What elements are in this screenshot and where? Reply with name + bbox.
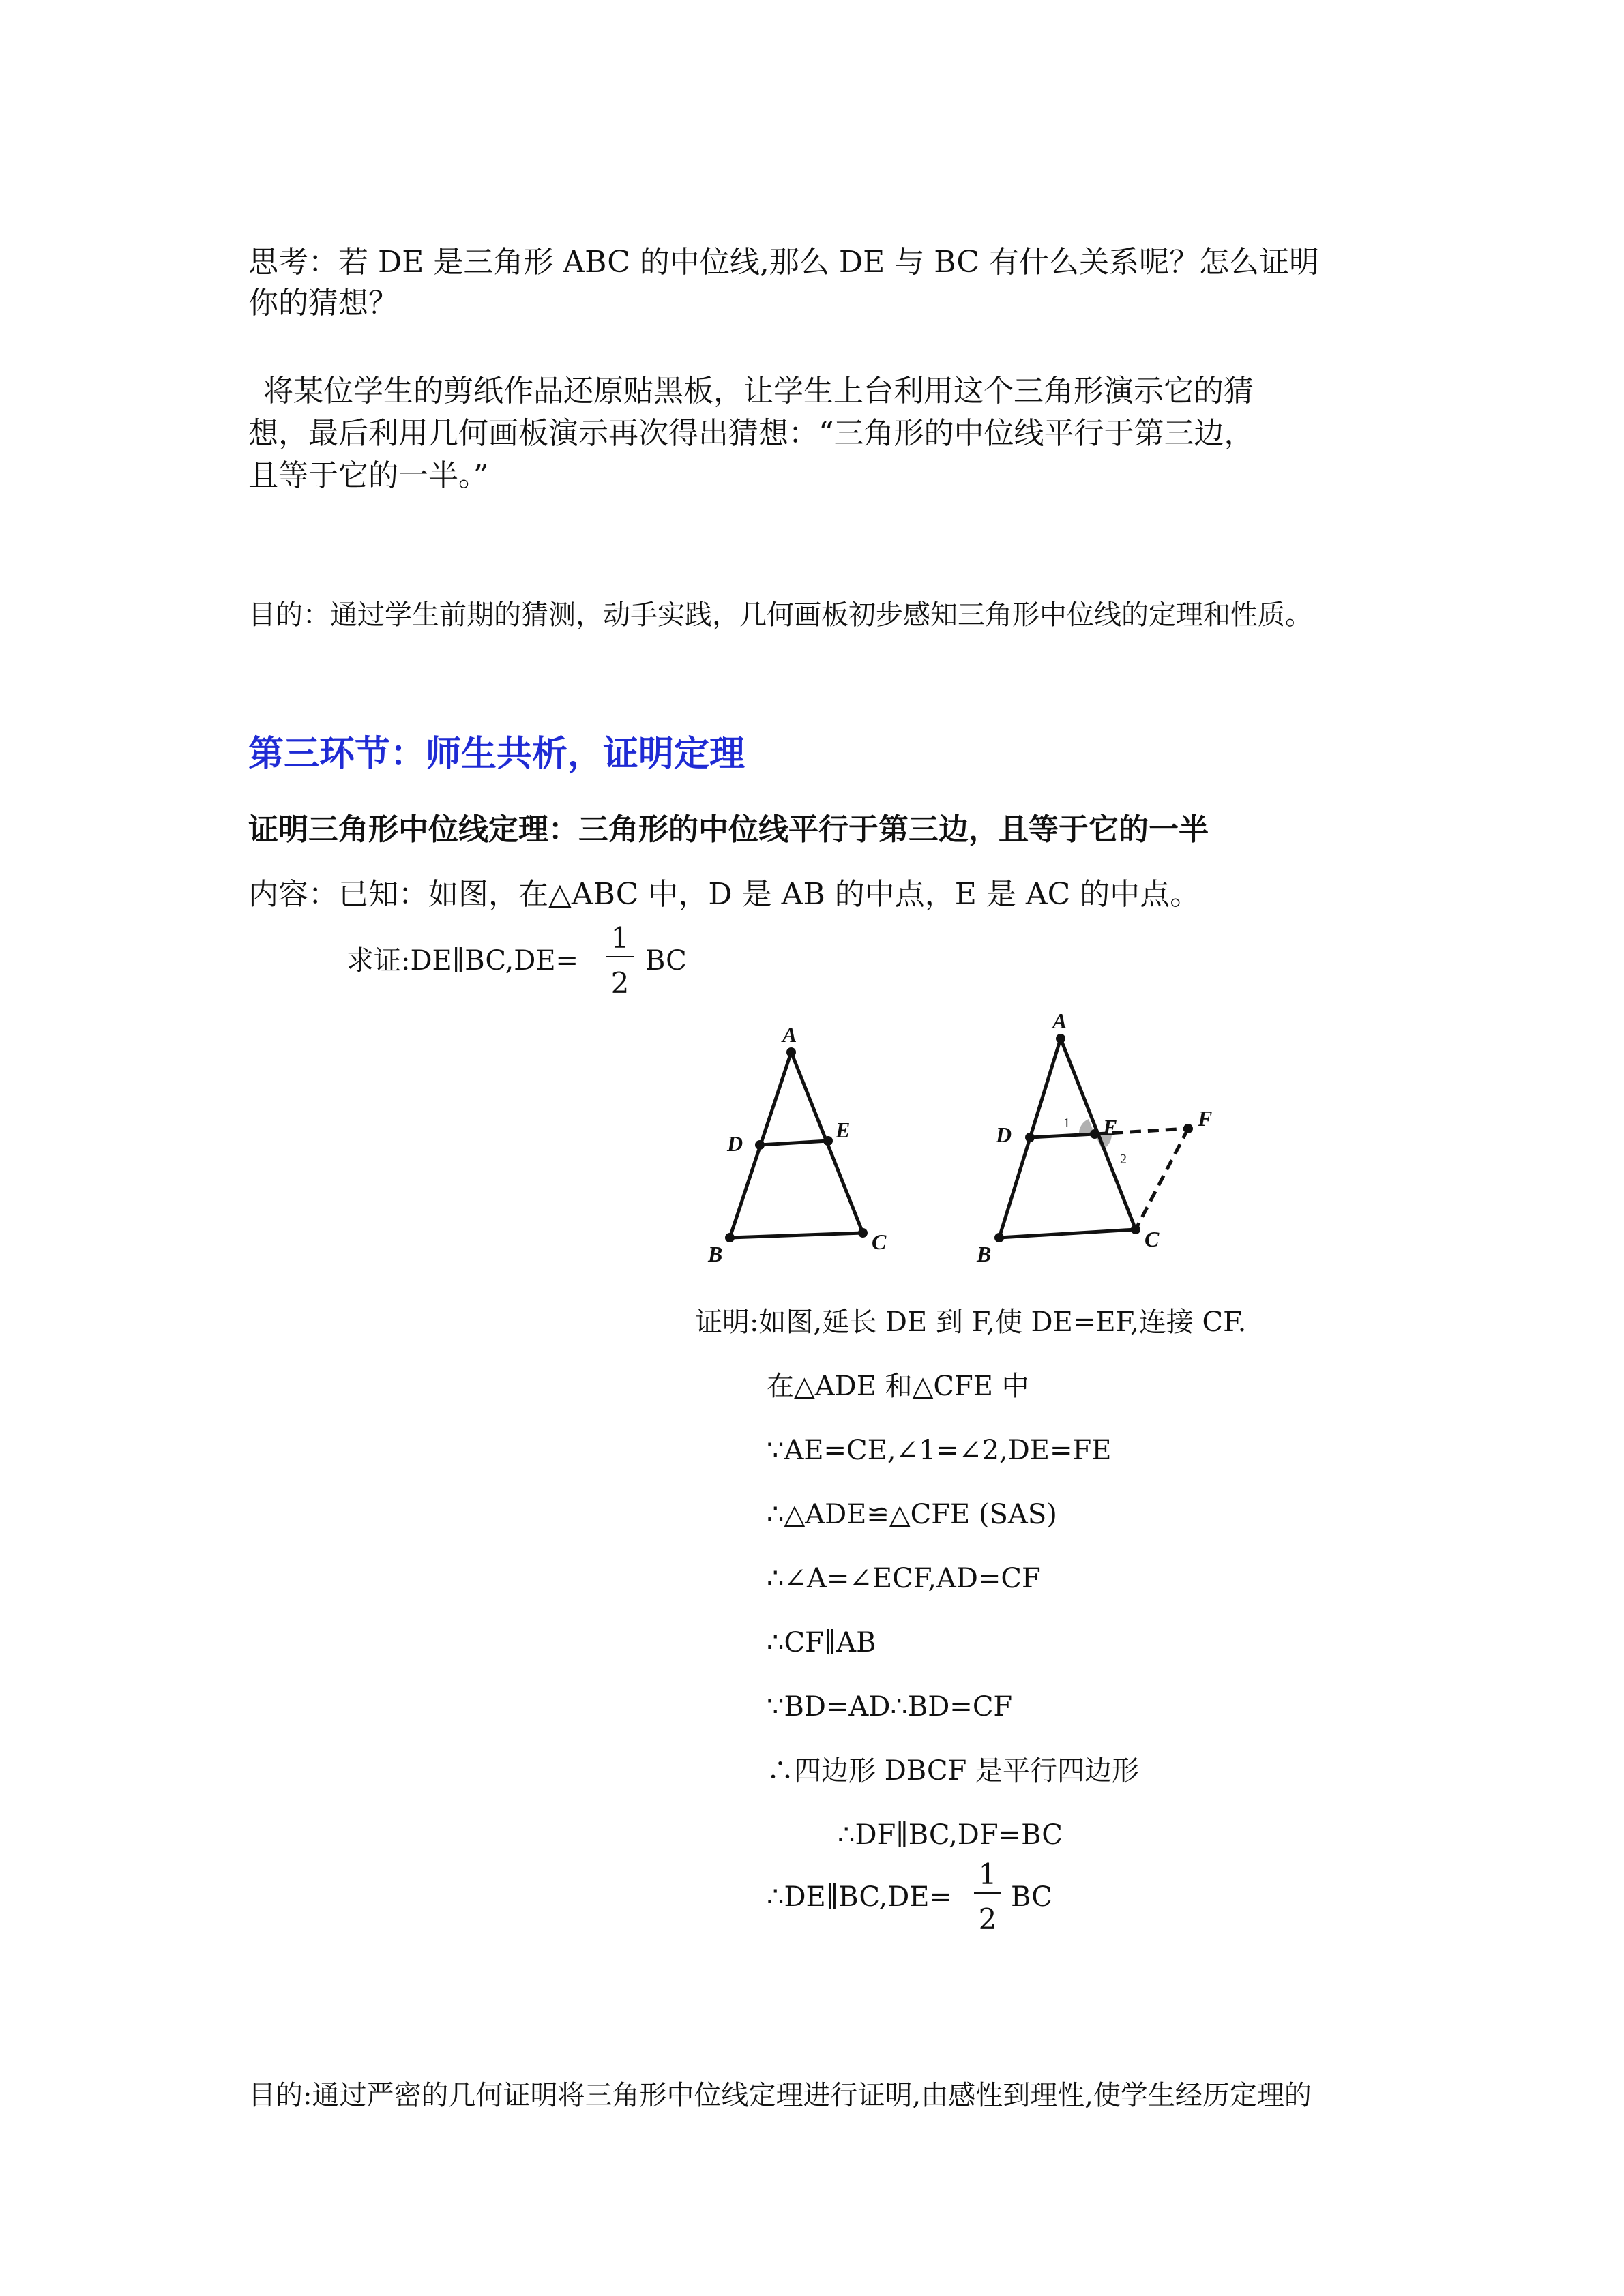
label-d: D	[996, 1122, 1012, 1147]
label-e: E	[1103, 1115, 1118, 1139]
point-e	[823, 1136, 833, 1146]
given-statement: 内容：已知：如图，在△ABC 中，D 是 AB 的中点，E 是 AC 的中点。	[248, 877, 1200, 912]
midline-de	[760, 1141, 828, 1145]
side-bc	[999, 1229, 1136, 1238]
demo-line-2: 想，最后利用几何画板演示再次得出猜想：“三角形的中位线平行于第三边，	[248, 416, 1254, 451]
label-e: E	[836, 1118, 851, 1142]
proof-step-5: ∴CF∥AB	[767, 1627, 876, 1658]
section-title: 第三环节：师生共析，证明定理	[248, 734, 745, 775]
prove-fraction-denominator: 2	[610, 966, 630, 1000]
proof-step-7: ∴四边形 DBCF 是平行四边形	[767, 1755, 1139, 1787]
prove-fraction-numerator: 1	[610, 921, 630, 955]
prove-prefix: 求证:DE∥BC,DE=	[346, 945, 579, 976]
segment-cf	[1136, 1129, 1188, 1229]
figure-left-triangle	[689, 1016, 921, 1275]
proof-fraction-bar	[974, 1892, 1001, 1894]
proof-conclusion-prefix: ∴DE∥BC,DE=	[767, 1881, 953, 1913]
label-b: B	[977, 1242, 992, 1266]
proof-step-1: 在△ADE 和△CFE 中	[767, 1371, 1029, 1402]
theorem-statement: 证明三角形中位线定理：三角形的中位线平行于第三边，且等于它的一半	[248, 812, 1209, 847]
point-a	[786, 1047, 796, 1057]
label-c: C	[1145, 1227, 1160, 1251]
figure-right-triangle	[962, 1008, 1248, 1274]
proof-intro: 证明:如图,延长 DE 到 F,使 DE=EF,连接 CF.	[695, 1307, 1247, 1338]
label-a: A	[1052, 1009, 1067, 1033]
proof-conclusion-suffix: BC	[1011, 1881, 1052, 1913]
proof-step-3: ∴△ADE≌△CFE (SAS)	[767, 1499, 1057, 1530]
proof-step-2: ∵AE=CE,∠1=∠2,DE=FE	[767, 1435, 1112, 1466]
proof-step-8: ∴DF∥BC,DF=BC	[838, 1819, 1063, 1851]
think-line-1: 思考：若 DE 是三角形 ABC 的中位线,那么 DE 与 BC 有什么关系呢？怎么证明	[248, 245, 1320, 280]
demo-line-1: 将某位学生的剪纸作品还原贴黑板，让学生上台利用这个三角形演示它的猜	[263, 374, 1254, 408]
proof-step-4: ∴∠A=∠ECF,AD=CF	[767, 1563, 1041, 1594]
purpose-2: 目的:通过严密的几何证明将三角形中位线定理进行证明,由感性到理性,使学生经历定理的	[248, 2080, 1312, 2111]
label-angle-1: 1	[1063, 1116, 1070, 1131]
think-line-2: 你的猜想？	[248, 286, 398, 320]
point-c	[858, 1228, 868, 1238]
point-f	[1183, 1124, 1193, 1133]
proof-fraction-numerator: 1	[978, 1858, 997, 1891]
prove-suffix: BC	[645, 945, 687, 976]
proof-fraction-denominator: 2	[978, 1903, 997, 1936]
purpose-1: 目的：通过学生前期的猜测，动手实践，几何画板初步感知三角形中位线的定理和性质。	[248, 599, 1312, 631]
side-bc	[730, 1233, 863, 1238]
midline-de	[1030, 1134, 1095, 1137]
label-angle-2: 2	[1120, 1152, 1127, 1167]
label-d: D	[727, 1131, 743, 1156]
point-e	[1090, 1129, 1099, 1139]
label-f: F	[1198, 1106, 1213, 1131]
label-b: B	[708, 1242, 723, 1266]
point-d	[755, 1140, 765, 1150]
point-b	[725, 1233, 735, 1242]
point-a	[1056, 1034, 1065, 1043]
point-c	[1131, 1225, 1140, 1234]
demo-line-3: 且等于它的一半。”	[248, 458, 489, 493]
point-b	[994, 1233, 1004, 1242]
prove-fraction-bar	[606, 956, 634, 957]
point-d	[1025, 1133, 1035, 1142]
label-a: A	[782, 1022, 797, 1047]
label-c: C	[872, 1229, 887, 1254]
proof-step-6: ∵BD=AD∴BD=CF	[767, 1691, 1013, 1723]
